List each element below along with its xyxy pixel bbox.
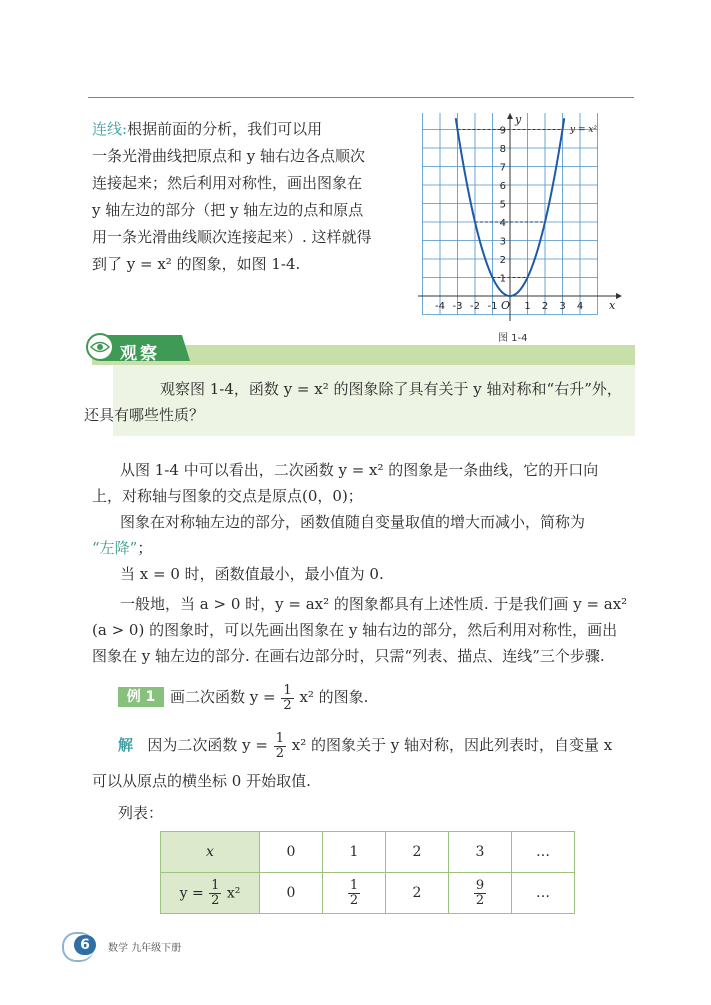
p2-term: “左降”	[92, 539, 138, 557]
y-tick-labels	[500, 126, 506, 285]
example-frac-num: 1	[283, 682, 292, 698]
origin-label: O	[501, 299, 511, 312]
y-tick-label: 6	[499, 181, 506, 192]
intro-term: 连线:	[92, 120, 128, 138]
body-paragraph-1	[92, 457, 635, 509]
solution-frac-den: 2	[275, 745, 284, 761]
y-axis-label: y	[515, 113, 522, 126]
intro-line-1: 根据前面的分析，我们可以用	[127, 120, 323, 138]
y-axis-arrow	[507, 113, 513, 119]
body-paragraph-2	[92, 509, 635, 561]
solution-line-1	[118, 730, 638, 761]
solution-text-before: 因为二次函数 y =	[147, 736, 268, 754]
table-cell: 2	[386, 832, 449, 873]
list-label: 列表：	[118, 804, 164, 822]
y-tick-label: 5	[499, 199, 506, 211]
observe-question	[84, 376, 627, 428]
x-tick-label: -3	[452, 301, 463, 312]
p2-end: ；	[137, 539, 153, 557]
example-text-after: x² 的图象.	[299, 688, 369, 706]
table-cell: 3	[449, 832, 512, 873]
solution-label: 解	[118, 736, 134, 754]
observe-title: 观察	[120, 344, 160, 364]
x-tick-label: -4	[435, 301, 445, 312]
intro-paragraph	[92, 116, 392, 278]
table-cell	[449, 873, 512, 914]
table-cell: 1	[323, 832, 386, 873]
eye-icon	[90, 340, 110, 354]
y-tick-label: 7	[499, 162, 506, 174]
p2-line-1: 图象在对称轴左边的部分，函数值随自变量取值的增大而减小，简称为	[120, 513, 586, 531]
page-number: 6	[74, 935, 96, 955]
intro-line-4: y 轴左边的部分（把 y 轴左边的点和原点	[92, 201, 364, 219]
x-tick-label: -2	[470, 301, 480, 312]
table-cell: 0	[260, 873, 323, 914]
intro-line-6: 到了 y = x² 的图象，如图 1-4.	[92, 255, 301, 273]
x-tick-label: 4	[576, 301, 584, 312]
p4-line-3: 图象在 y 轴左边的部分. 在画右边部分时，只需“列表、描点、连线”三个步骤.	[92, 647, 605, 665]
table-cell: …	[512, 873, 575, 914]
table-header-y	[161, 873, 260, 914]
solution-text-after: x² 的图象关于 y 轴对称，因此列表时，自变量 x	[291, 736, 613, 754]
example-statement	[170, 680, 368, 714]
y-header-fraction	[209, 879, 221, 908]
x-tick-label: 2	[541, 301, 549, 312]
y-tick-label: 8	[499, 144, 506, 155]
example-text-before: 画二次函数 y =	[170, 688, 276, 706]
table-header-x: x	[161, 832, 260, 873]
solution-fraction	[274, 732, 286, 761]
y-header-den: 2	[211, 892, 220, 908]
y-tick-label: 3	[499, 236, 506, 248]
y-tick-label: 2	[499, 255, 506, 266]
x-tick-label: -1	[487, 301, 498, 312]
curve-label: y = x²	[570, 125, 598, 135]
table-cell: 0	[260, 832, 323, 873]
y-tick-label: 1	[499, 273, 506, 285]
figure-caption: 图 1-4	[498, 333, 528, 344]
body-paragraph-3: 当 x = 0 时，函数值最小，最小值为 0.	[120, 565, 384, 583]
example-frac-den: 2	[283, 697, 292, 713]
x-tick-label: 3	[559, 301, 566, 312]
cell-frac-num: 9	[475, 877, 485, 893]
example-fraction	[281, 684, 293, 713]
y-header-after: x²	[226, 885, 241, 901]
observe-line-2: 还具有哪些性质？	[84, 406, 205, 424]
top-rule	[88, 97, 634, 98]
table-row-y	[161, 873, 575, 914]
x-axis-arrow	[616, 293, 622, 299]
intro-line-5: 用一条光滑曲线顺次连接起来）. 这样就得	[92, 228, 372, 246]
solution-line-2: 可以从原点的横坐标 0 开始取值.	[92, 772, 311, 790]
y-header-num: 1	[211, 877, 220, 893]
values-table	[160, 831, 575, 914]
x-tick-label: 1	[524, 301, 531, 312]
example-tag: 例 1	[118, 687, 164, 707]
table-cell: …	[512, 832, 575, 873]
book-title: 数学 九年级下册	[108, 943, 182, 954]
parabola-graph	[418, 113, 622, 323]
body-paragraph-4	[92, 591, 635, 669]
cell-frac-num: 1	[349, 877, 359, 893]
solution-frac-num: 1	[275, 730, 284, 746]
intro-line-3: 连接起来；然后利用对称性，画出图象在	[92, 174, 363, 192]
y-tick-label: 4	[499, 218, 506, 229]
p4-line-2: (a > 0) 的图象时，可以先画出图象在 y 轴右边的部分，然后利用对称性，画出	[92, 621, 618, 639]
observe-line-1: 观察图 1-4，函数 y = x² 的图象除了具有关于 y 轴对称和“右升”外，	[160, 380, 622, 398]
p1-line-2: 上，对称轴与图象的交点是原点(0，0)；	[92, 487, 363, 505]
cell-frac-den: 2	[349, 892, 359, 908]
y-tick-label: 9	[499, 125, 506, 137]
p2-line-2	[64, 535, 152, 561]
y-header-before: y =	[179, 885, 204, 901]
table-row-x	[161, 832, 575, 873]
table-cell: 2	[386, 873, 449, 914]
x-axis-label: x	[609, 299, 616, 312]
p4-line-1: 一般地，当 a > 0 时，y = ax² 的图象都具有上述性质. 于是我们画 y = ax²	[120, 595, 628, 613]
table-cell	[323, 873, 386, 914]
p1-line-1: 从图 1-4 中可以看出，二次函数 y = x² 的图象是一条曲线，它的开口向	[120, 461, 599, 479]
intro-line-2: 一条光滑曲线把原点和 y 轴右边各点顺次	[92, 147, 366, 165]
cell-frac-den: 2	[475, 892, 485, 908]
